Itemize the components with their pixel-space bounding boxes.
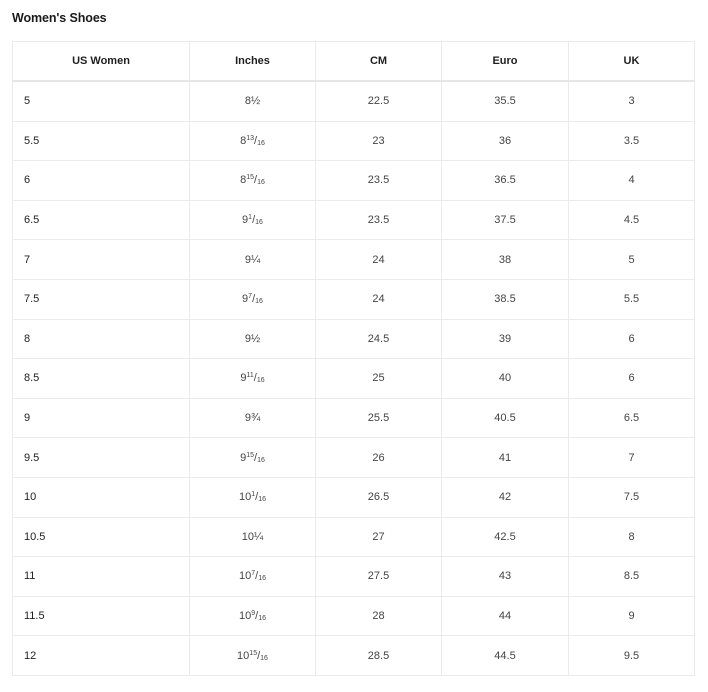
cell-cm: 27 [316, 517, 442, 557]
cell-euro: 41 [442, 438, 569, 478]
inches-denominator: 16 [258, 496, 266, 504]
cell-inches [190, 517, 316, 557]
cell-cm: 25.5 [316, 398, 442, 438]
cell-inches [190, 477, 316, 517]
table-row [13, 438, 695, 478]
inches-numerator: 15 [249, 649, 258, 657]
table-row [13, 121, 695, 161]
table-row [13, 517, 695, 557]
fraction-slash: / [255, 491, 259, 504]
inches-value [242, 293, 263, 305]
cell-cm: 28 [316, 596, 442, 636]
cell-euro: 36.5 [442, 161, 569, 201]
inches-numerator: 1 [251, 491, 256, 499]
inches-whole: 9 [244, 412, 251, 425]
cell-inches [190, 161, 316, 201]
table-row [13, 81, 695, 121]
column-header-euro: Euro [442, 42, 569, 82]
column-header-us-women: US Women [13, 42, 190, 82]
cell-us-women: 11.5 [13, 596, 190, 636]
cell-inches [190, 438, 316, 478]
inches-denominator: 16 [257, 139, 265, 147]
inches-denominator: 16 [260, 654, 268, 662]
cell-inches [190, 596, 316, 636]
cell-cm: 24 [316, 240, 442, 280]
cell-us-women: 7 [13, 240, 190, 280]
inches-whole: 10 [237, 649, 250, 662]
inches-value [242, 531, 263, 543]
inches-denominator: 16 [257, 179, 265, 187]
cell-inches [190, 398, 316, 438]
cell-uk: 3 [569, 81, 695, 121]
inches-whole: 10 [238, 491, 252, 504]
cell-inches [190, 121, 316, 161]
cell-uk: 4.5 [569, 200, 695, 240]
cell-cm: 23.5 [316, 161, 442, 201]
cell-cm: 27.5 [316, 557, 442, 597]
column-header-uk: UK [569, 42, 695, 82]
table-row [13, 200, 695, 240]
inches-whole: 9 [244, 332, 251, 345]
cell-uk: 3.5 [569, 121, 695, 161]
cell-euro: 37.5 [442, 200, 569, 240]
cell-euro: 44 [442, 596, 569, 636]
cell-inches [190, 557, 316, 597]
cell-cm: 26.5 [316, 477, 442, 517]
inches-fraction-glyph: ¼ [250, 253, 261, 266]
cell-inches [190, 81, 316, 121]
inches-whole: 9 [242, 214, 249, 227]
cell-uk: 9.5 [569, 636, 695, 676]
inches-fraction-glyph: ¾ [250, 412, 261, 425]
cell-us-women: 12 [13, 636, 190, 676]
table-row [13, 279, 695, 319]
fraction-slash: / [255, 570, 259, 583]
cell-inches [190, 279, 316, 319]
inches-whole: 10 [241, 530, 255, 543]
cell-uk: 6 [569, 359, 695, 399]
inches-numerator: 15 [246, 174, 255, 182]
cell-cm: 26 [316, 438, 442, 478]
inches-denominator: 16 [255, 298, 263, 306]
fraction-slash: / [255, 610, 259, 623]
cell-inches [190, 359, 316, 399]
table-row [13, 240, 695, 280]
inches-numerator: 11 [246, 372, 254, 380]
table-row [13, 557, 695, 597]
cell-inches [190, 319, 316, 359]
table-body [13, 81, 695, 675]
inches-fraction-glyph: ½ [250, 332, 261, 345]
inches-whole: 8 [240, 174, 247, 187]
fraction-slash: / [254, 134, 258, 147]
inches-numerator: 13 [246, 134, 255, 142]
cell-us-women: 11 [13, 557, 190, 597]
cell-us-women: 5.5 [13, 121, 190, 161]
inches-value [240, 174, 265, 186]
inches-fraction-glyph: ¼ [254, 530, 264, 543]
inches-numerator: 15 [246, 451, 255, 459]
table-row [13, 398, 695, 438]
fraction-slash: / [254, 451, 258, 464]
cell-euro: 42 [442, 477, 569, 517]
inches-whole: 10 [238, 570, 252, 583]
cell-uk: 5.5 [569, 279, 695, 319]
cell-uk: 5 [569, 240, 695, 280]
cell-euro: 35.5 [442, 81, 569, 121]
cell-euro: 40 [442, 359, 569, 399]
cell-us-women: 9.5 [13, 438, 190, 478]
fraction-slash: / [252, 214, 256, 227]
cell-cm: 24.5 [316, 319, 442, 359]
inches-whole: 8 [244, 95, 251, 108]
cell-uk: 6 [569, 319, 695, 359]
cell-cm: 23 [316, 121, 442, 161]
cell-uk: 4 [569, 161, 695, 201]
table-row [13, 596, 695, 636]
fraction-slash: / [252, 293, 256, 306]
fraction-slash: / [253, 372, 257, 385]
fraction-slash: / [254, 174, 258, 187]
cell-us-women: 8 [13, 319, 190, 359]
inches-value [245, 254, 260, 266]
cell-us-women: 10.5 [13, 517, 190, 557]
cell-uk: 8 [569, 517, 695, 557]
cell-cm: 24 [316, 279, 442, 319]
table-row [13, 319, 695, 359]
cell-euro: 44.5 [442, 636, 569, 676]
cell-cm: 22.5 [316, 81, 442, 121]
inches-value [239, 570, 266, 582]
inches-whole: 9 [240, 451, 247, 464]
cell-euro: 42.5 [442, 517, 569, 557]
cell-us-women: 10 [13, 477, 190, 517]
cell-uk: 7.5 [569, 477, 695, 517]
inches-numerator: 7 [251, 570, 256, 578]
inches-denominator: 16 [256, 377, 265, 385]
inches-value [237, 650, 268, 662]
cell-euro: 43 [442, 557, 569, 597]
inches-whole: 8 [240, 134, 247, 147]
inches-whole: 10 [238, 610, 252, 623]
inches-value [245, 412, 260, 424]
cell-euro: 36 [442, 121, 569, 161]
table-row [13, 359, 695, 399]
table-row [13, 161, 695, 201]
cell-euro: 38.5 [442, 279, 569, 319]
inches-numerator: 9 [251, 610, 256, 618]
cell-uk: 8.5 [569, 557, 695, 597]
inches-value [240, 452, 265, 464]
page-title: Women's Shoes [12, 11, 107, 25]
size-chart-table [12, 41, 695, 676]
inches-value [240, 135, 265, 147]
inches-denominator: 16 [257, 456, 265, 464]
inches-value [242, 214, 263, 226]
cell-euro: 39 [442, 319, 569, 359]
cell-euro: 38 [442, 240, 569, 280]
inches-denominator: 16 [258, 615, 266, 623]
cell-us-women: 7.5 [13, 279, 190, 319]
inches-whole: 9 [240, 372, 247, 385]
inches-whole: 9 [242, 293, 249, 306]
table-header-row [13, 42, 695, 82]
column-header-inches: Inches [190, 42, 316, 82]
inches-value [245, 333, 260, 345]
fraction-slash: / [257, 649, 261, 662]
cell-euro: 40.5 [442, 398, 569, 438]
table-row [13, 636, 695, 676]
cell-inches [190, 200, 316, 240]
cell-us-women: 5 [13, 81, 190, 121]
inches-numerator: 1 [248, 214, 253, 222]
cell-us-women: 8.5 [13, 359, 190, 399]
inches-value [239, 491, 266, 503]
cell-uk: 7 [569, 438, 695, 478]
cell-uk: 9 [569, 596, 695, 636]
inches-value [245, 95, 260, 107]
inches-whole: 9 [244, 253, 251, 266]
inches-numerator: 7 [248, 293, 253, 301]
inches-value [239, 610, 266, 622]
inches-denominator: 16 [258, 575, 266, 583]
inches-denominator: 16 [255, 219, 263, 227]
cell-cm: 23.5 [316, 200, 442, 240]
cell-cm: 28.5 [316, 636, 442, 676]
cell-cm: 25 [316, 359, 442, 399]
cell-us-women: 6 [13, 161, 190, 201]
inches-value [240, 372, 264, 384]
table-row [13, 477, 695, 517]
cell-uk: 6.5 [569, 398, 695, 438]
inches-fraction-glyph: ½ [250, 95, 261, 108]
column-header-cm: CM [316, 42, 442, 82]
cell-us-women: 9 [13, 398, 190, 438]
cell-inches [190, 636, 316, 676]
cell-us-women: 6.5 [13, 200, 190, 240]
cell-inches [190, 240, 316, 280]
